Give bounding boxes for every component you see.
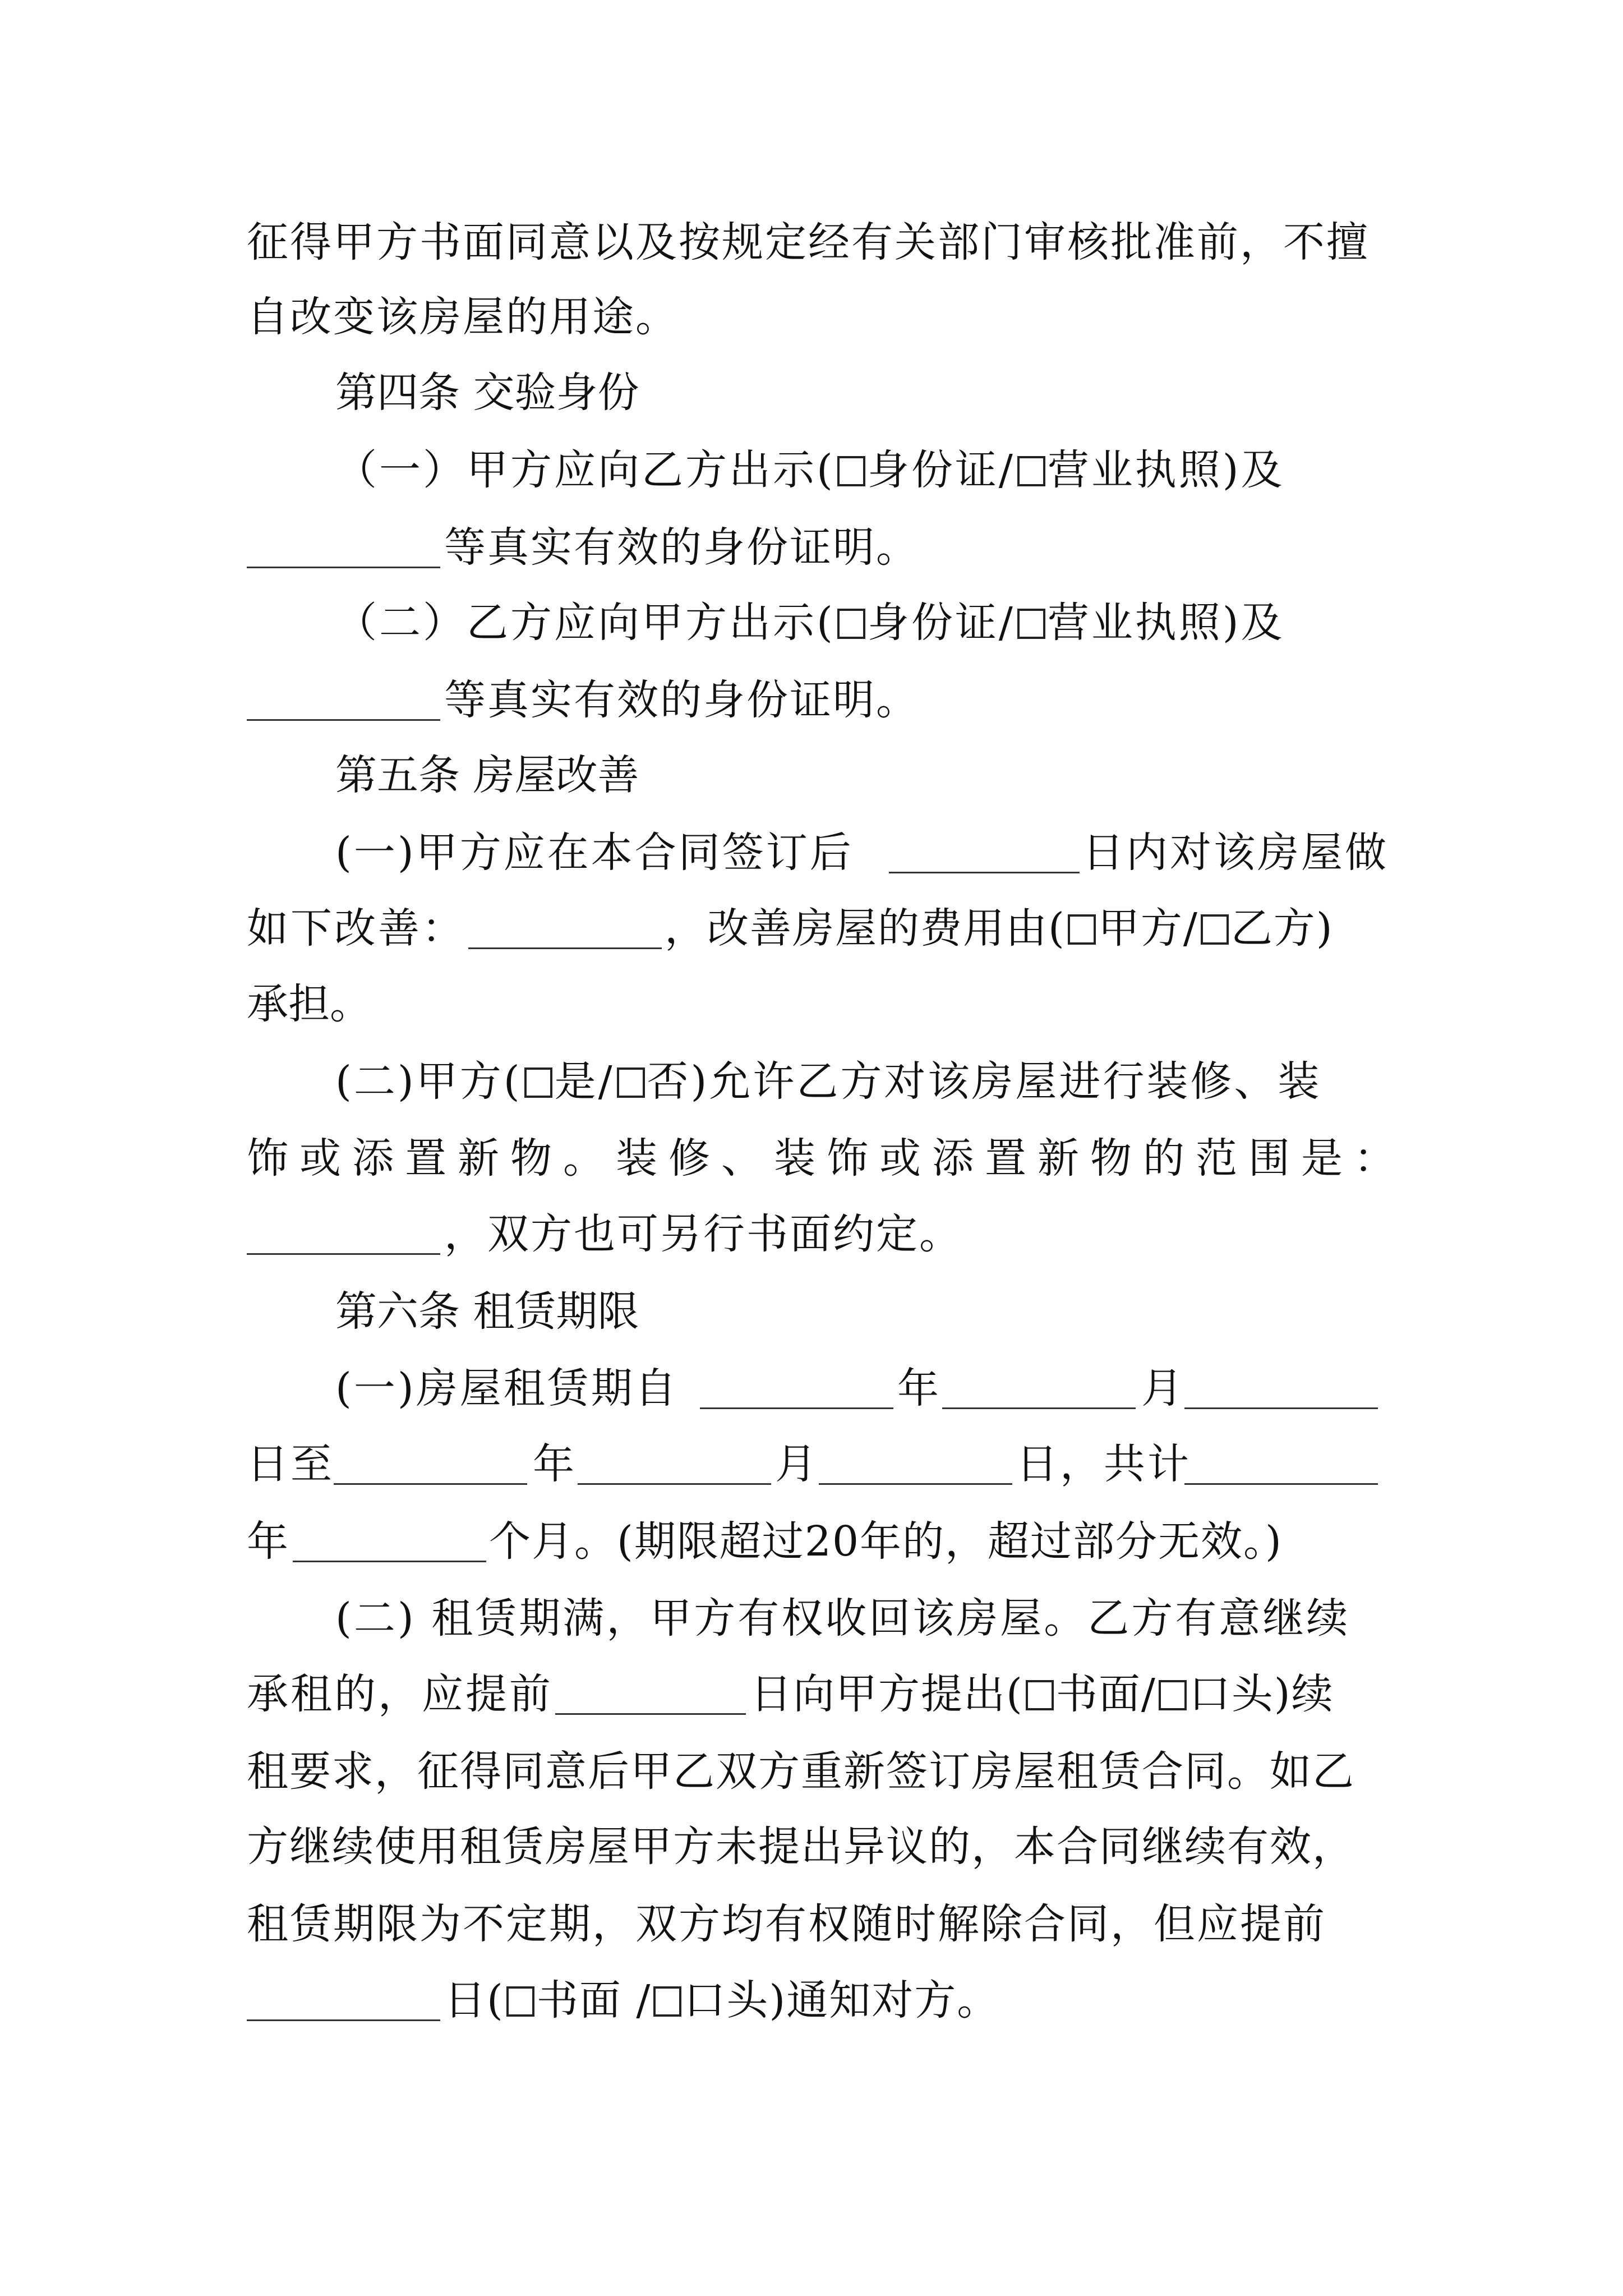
option-label: 甲方/: [1098, 904, 1198, 953]
clause-text: 日，共计: [1016, 1440, 1191, 1488]
line-text: (二) 租赁期满，甲方有权收回该房屋。乙方有意继续: [335, 1594, 1350, 1642]
checkbox[interactable]: [1201, 914, 1229, 945]
option-label: 是/: [554, 1057, 615, 1106]
clause-text: 日至: [247, 1440, 334, 1488]
clause-text: [665, 889, 1334, 968]
checkbox[interactable]: [1017, 456, 1045, 486]
clause-line: [0, 661, 1623, 739]
section-heading: [0, 353, 1623, 432]
option-label: 营业执照)及: [1047, 599, 1285, 647]
clause-line: [0, 965, 1623, 1043]
fill-in-blank[interactable]: [293, 1561, 486, 1562]
clause-line: [0, 1502, 1623, 1581]
line-text: 租赁期限为不定期，双方均有权随时解除合同，但应提前: [247, 1900, 1326, 1948]
clause-prefix: （一）甲方应向乙方出示(: [335, 446, 835, 494]
paragraph-line: [0, 203, 1623, 282]
clause-text: 个月。(期限超过20年的，超过部分无效。): [489, 1517, 1283, 1566]
clause-line: [0, 508, 1623, 587]
line-text: 承担。: [247, 980, 371, 1028]
clause-line: [0, 889, 1623, 968]
clause-text: 年: [897, 1364, 939, 1412]
line-text: 等真实有效的身份证明。: [444, 523, 919, 572]
clause-text: 日内对该房屋做: [1082, 829, 1389, 877]
clause-line: [0, 1961, 1623, 2040]
clause-prefix: （二）乙方应向甲方出示(: [335, 599, 835, 647]
clause-line: [0, 1579, 1623, 1658]
paragraph-line: [0, 278, 1623, 356]
clause-text: [444, 1961, 999, 2040]
clause-text: [335, 583, 1285, 662]
line-text: 饰或添置新物。装修、装饰或添置新物的范围是：: [247, 1134, 1407, 1182]
clause-line: [0, 1885, 1623, 1963]
fill-in-blank[interactable]: [819, 1483, 1012, 1485]
section-heading: [0, 1272, 1623, 1351]
checkbox[interactable]: [1017, 609, 1045, 639]
fill-in-blank[interactable]: [889, 872, 1080, 873]
checkbox[interactable]: [506, 1986, 534, 2017]
clause-text: 如下改善：: [247, 904, 465, 953]
option-label: 营业执照)及: [1047, 446, 1285, 494]
clause-text: (一)房屋租赁期自: [335, 1364, 679, 1412]
clause-text: (一)甲方应在本合同签订后: [335, 829, 854, 877]
clause-text: 年: [247, 1517, 288, 1566]
fill-in-blank[interactable]: [700, 1407, 893, 1409]
fill-in-blank[interactable]: [942, 1407, 1136, 1409]
clause-line: [0, 1119, 1623, 1198]
option-label: 口头)通知对方。: [684, 1976, 1000, 2024]
line-text: ，双方也可另行书面约定。: [444, 1210, 962, 1258]
clause-prefix: (二)甲方(: [335, 1057, 522, 1106]
checkbox[interactable]: [1026, 1680, 1054, 1710]
checkbox[interactable]: [617, 1068, 645, 1098]
fill-in-blank[interactable]: [334, 1483, 527, 1485]
fill-in-blank[interactable]: [1184, 1483, 1378, 1485]
checkbox[interactable]: [524, 1068, 552, 1098]
clause-line: [0, 1655, 1623, 1733]
line-text: 自改变该房屋的用途。: [247, 293, 679, 341]
option-label: 乙方): [1230, 904, 1334, 953]
checkbox[interactable]: [837, 456, 865, 486]
fill-in-blank[interactable]: [247, 719, 440, 721]
clause-line: [0, 1042, 1623, 1121]
checkbox[interactable]: [837, 609, 865, 639]
clause-line: [0, 1195, 1623, 1273]
clause-line: [0, 813, 1623, 892]
fill-in-blank[interactable]: [247, 567, 440, 568]
checkbox[interactable]: [1068, 914, 1096, 945]
clause-text: 年: [533, 1440, 574, 1488]
fill-in-blank[interactable]: [247, 1253, 440, 1255]
option-label: 书面 /: [536, 1976, 652, 2024]
clause-line: [0, 583, 1623, 662]
heading-text: 第六条 租赁期限: [335, 1287, 639, 1336]
option-label: 身份证/: [867, 599, 1015, 647]
clause-text: [335, 431, 1285, 509]
fill-in-blank[interactable]: [1184, 1407, 1378, 1409]
checkbox[interactable]: [1159, 1680, 1187, 1710]
clause-prefix: ，改善房屋的费用由(: [665, 904, 1066, 953]
fill-in-blank[interactable]: [578, 1483, 771, 1485]
fill-in-blank[interactable]: [247, 2019, 440, 2021]
option-label: 否)允许乙方对该房屋进行装修、装: [647, 1057, 1322, 1106]
clause-prefix: 日向甲方提出(: [750, 1670, 1023, 1718]
clause-prefix: 日(: [444, 1976, 504, 2024]
checkbox[interactable]: [653, 1986, 681, 2017]
line-text: 租要求，征得同意后甲乙双方重新签订房屋租赁合同。如乙: [247, 1747, 1355, 1796]
fill-in-blank[interactable]: [468, 947, 662, 949]
fill-in-blank[interactable]: [555, 1713, 746, 1715]
clause-text: 月: [775, 1440, 817, 1488]
clause-text: [335, 1042, 1321, 1121]
clause-text: [750, 1655, 1334, 1733]
option-label: 身份证/: [867, 446, 1015, 494]
section-heading: [0, 736, 1623, 815]
line-text: 等真实有效的身份证明。: [444, 676, 919, 724]
clause-line: [0, 431, 1623, 509]
line-text: 方继续使用租赁房屋甲方未提出异议的，本合同继续有效，: [247, 1823, 1355, 1871]
clause-text: 承租的，应提前: [247, 1670, 553, 1718]
option-label: 书面/: [1055, 1670, 1156, 1718]
clause-text: 月: [1141, 1364, 1183, 1412]
heading-text: 第四条 交验身份: [335, 369, 639, 417]
heading-text: 第五条 房屋改善: [335, 751, 639, 799]
clause-line: [0, 1807, 1623, 1886]
option-label: 口头)续: [1188, 1670, 1334, 1718]
clause-line: [0, 1732, 1623, 1811]
clause-line: [0, 1425, 1623, 1503]
clause-line: [0, 1349, 1623, 1428]
line-text: 征得甲方书面同意以及按规定经有关部门审核批准前，不擅: [247, 218, 1370, 266]
